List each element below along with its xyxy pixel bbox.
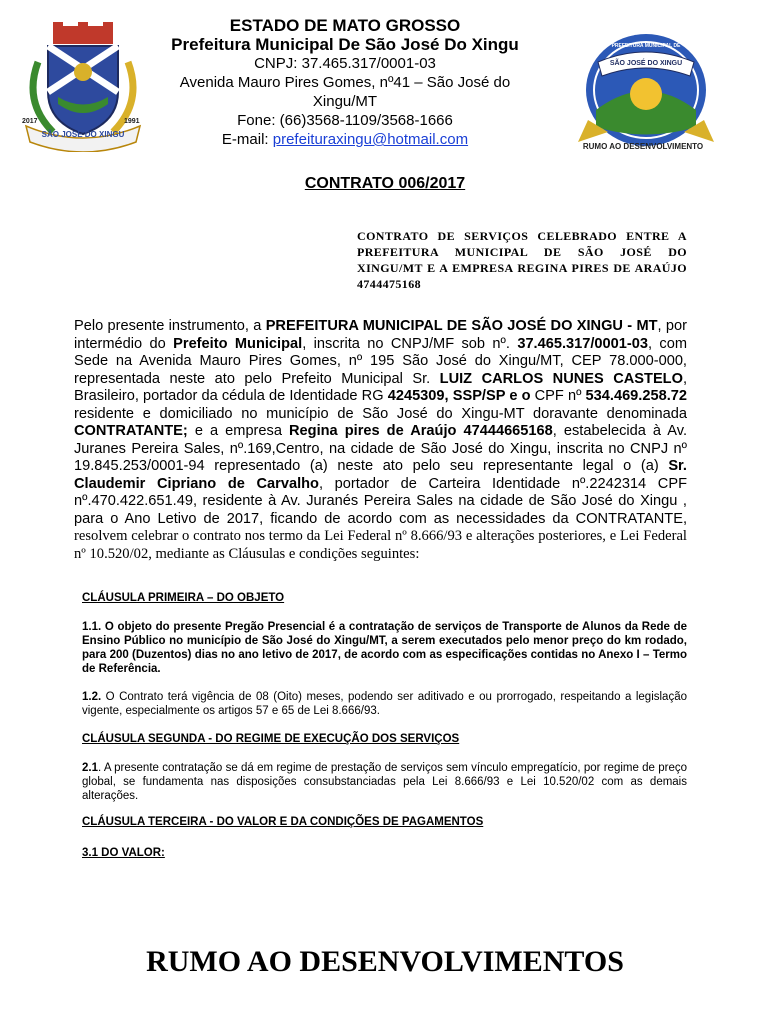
clause-1-2-text: O Contrato terá vigência de 08 (Oito) meses, podendo ser aditivado e ou prorrogado, respeitando a legislação vigente, especialmente os artigos 57 e 65 de Lei 8.666/93. [82, 691, 687, 717]
phone-line: Fone: (66)3568-1109/3568-1666 [237, 112, 453, 129]
preamble-bold: CONTRATANTE; [74, 423, 188, 439]
email-line [140, 130, 550, 149]
clause-1-title: CLÁUSULA PRIMEIRA – DO OBJETO [82, 592, 285, 604]
preamble-bold: Prefeito Municipal [173, 335, 303, 352]
state-name: ESTADO DE MATO GROSSO [229, 16, 461, 35]
footer-slogan: RUMO AO DESENVOLVIMENTOS [146, 945, 624, 978]
preamble-text: , com Sede na Avenida Mauro Pires Gomes, nº 195 São José do Xingu/MT, CEP 78.000-000, representada neste ato pelo Prefeito Municipal Sr. [74, 335, 688, 387]
clause-2-1-number: 2.1 [82, 762, 98, 774]
preamble-text: , Brasileiro, portador da cédula de Identidade RG [74, 370, 688, 404]
preamble-bold: PREFEITURA MUNICIPAL DE SÃO JOSÉ DO XINGU - MT [265, 318, 658, 334]
crest-year-right: 1991 [124, 118, 140, 125]
clause-2-1-text: . A presente contratação se dá em regime de prestação de serviços sem vínculo empregatício, por regime de preço global, se fundamenta nas disposições consubstanciadas pela Lei 8.666/93 e Lei 10.520/02 com as demais alterações. [82, 762, 687, 802]
preamble-bold: Regina pires de Araújo 47444665168 [289, 423, 553, 439]
municipal-seal-logo-icon [568, 32, 718, 156]
address-line-1: Avenida Mauro Pires Gomes, nº41 – São José do [179, 74, 511, 91]
preamble-bold: 37.465.317/0001-03 [517, 335, 648, 352]
preamble-bold: 534.469.258.72 [585, 388, 687, 404]
preamble-bold: LUIZ CARLOS NUNES CASTELO [439, 370, 683, 387]
preamble-text: , inscrita no CNPJ/MF sob nº. [302, 335, 518, 352]
crest-year-left: 2017 [22, 118, 38, 125]
preamble-text: , por intermédio do [74, 318, 688, 352]
preamble-text: residente e domiciliado no município de São José do Xingu-MT doravante denominada [74, 405, 687, 422]
clause-3-1-title: 3.1 DO VALOR: [82, 847, 165, 859]
letterhead [140, 16, 550, 149]
clause-1-1-text: 1.1. O objeto do presente Pregão Presencial é a contratação de serviços de Transporte de Alunos da Rede de Ensino Público no município de São José do Xingu/MT, a serem executados pelo menor preço do km rodado, para 200 (Duzentos) dias no ano letivo de 2017, de acordo com as especificações contidas no Anexo I – Termo de Referência. [82, 621, 687, 675]
seal-ribbon-text: SÃO JOSÉ DO XINGU [609, 60, 683, 67]
cnpj-line: CNPJ: 37.465.317/0001-03 [254, 55, 436, 72]
preamble-text: e a empresa [187, 423, 290, 439]
contract-title: CONTRATO 006/2017 [304, 175, 466, 192]
crest-ribbon-text: SÃO JOSÉ DO XINGU [41, 130, 125, 139]
preamble-bold: Sr. Claudemir Cipriano de Carvalho [74, 458, 687, 492]
preamble-serif-text: resolvem celebrar o contrato nos termo da Lei Federal nº 8.666/93 e alterações posteriores, e Lei Federal nº 10.520/02, mediante as Cláusulas e condições seguintes: [74, 528, 687, 562]
contract-preamble [74, 318, 687, 563]
clause-2-1 [82, 761, 687, 803]
municipal-coat-of-arms-icon [18, 22, 148, 152]
clause-3-title: CLÁUSULA TERCEIRA - DO VALOR E DA CONDIÇÕES DE PAGAMENTOS [82, 816, 484, 828]
address-line-2: Xingu/MT [312, 93, 378, 110]
prefecture-name: Prefeitura Municipal De São José Do Xingu [171, 35, 519, 54]
preamble-text: Pelo presente instrumento, a [74, 318, 266, 334]
seal-caption: RUMO AO DESENVOLVIMENTO [582, 142, 704, 151]
preamble-text: CPF nº [530, 388, 586, 404]
email-link[interactable]: prefeituraxingu@hotmail.com [272, 131, 469, 148]
clause-2-title: CLÁUSULA SEGUNDA - DO REGIME DE EXECUÇÃO DOS SERVIÇOS [82, 733, 460, 745]
contract-summary: CONTRATO DE SERVIÇOS CELEBRADO ENTRE A PREFEITURA MUNICIPAL DE SÃO JOSÉ DO XINGU/MT E A EMPRESA REGINA PIRES DE ARAÚJO 4744475168 [357, 229, 687, 291]
preamble-bold: 4245309, SSP/SP e o [387, 388, 531, 404]
email-label: E-mail: [221, 131, 273, 148]
preamble-text: , estabelecida à Av. Juranes Pereira Sales, nº.169,Centro, na cidade de São José do Xingu, inscrita no CNPJ nº 19.845.253/0001-94 representado (a) neste ato pelo seu representante legal o (a) [74, 423, 688, 474]
clause-1-2 [82, 690, 687, 718]
clause-1-2-number: 1.2. [82, 691, 102, 703]
seal-top-text: PREFEITURA MUNICIPAL DE [611, 43, 681, 49]
preamble-text: , portador de Carteira Identidade nº.2242314 CPF nº.470.422.651.49, residente à Av. Juranés Pereira Sales na cidade de São José do Xingu , para o Ano Letivo de 2017, ficando de acordo com as necessidades da CONTRATANTE, [74, 475, 687, 527]
